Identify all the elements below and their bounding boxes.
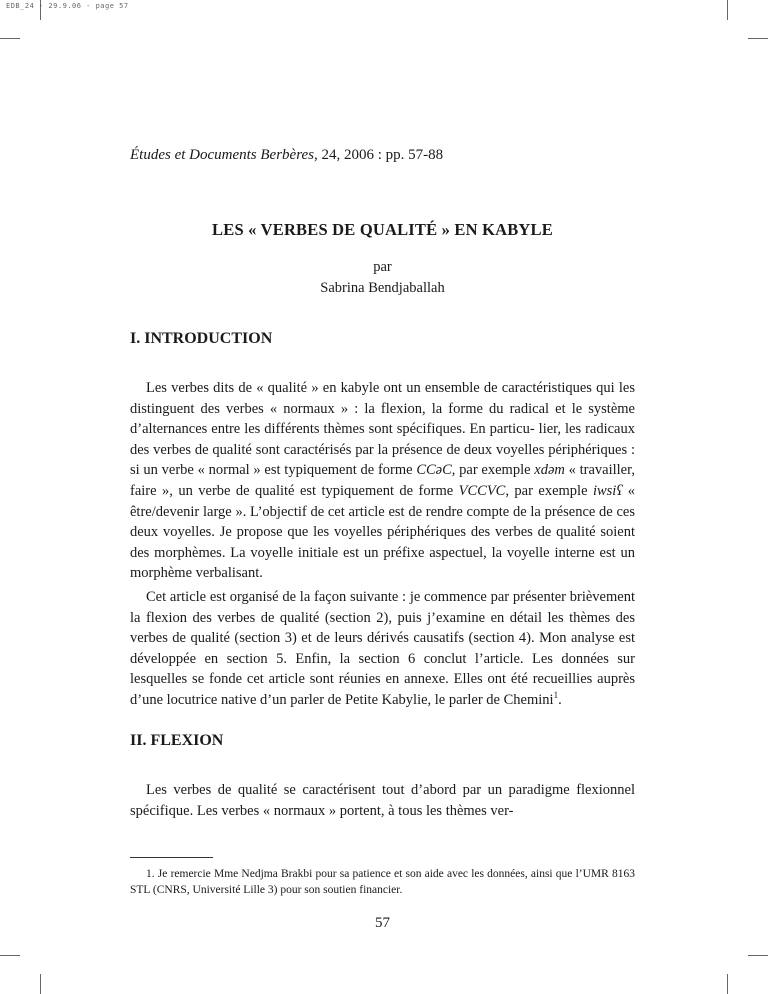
- journal-details: , 24, 2006 : pp. 57-88: [313, 147, 444, 163]
- article-title: LES « VERBES DE QUALITÉ » EN KABYLE: [212, 220, 553, 239]
- author-name: Sabrina Bendjaballah: [320, 280, 445, 296]
- crop-mark: [748, 38, 768, 39]
- crop-mark: [748, 955, 768, 956]
- form-example: CCəC: [416, 462, 452, 479]
- footnote-ref[interactable]: 1: [553, 690, 559, 701]
- flexion-text: [130, 780, 635, 821]
- crop-mark: [727, 0, 728, 20]
- verb-example: iwsiʕ: [592, 482, 623, 499]
- introduction-text: [130, 378, 635, 711]
- verb-example: xdəm: [534, 462, 565, 479]
- print-slug: EDB_24 - 29.9.06 - page 57: [6, 2, 129, 10]
- section-heading-flexion: II. FLEXION: [130, 732, 224, 749]
- text-run: Les verbes dits de « qualité » en kabyle ont un ensemble de caractéristiques qui les distinguent des verbes « normaux » : la flexion, la forme du radical et le système d’alternances entre les différents thèmes sont spécifiques. En particu- lier, les radicaux des verbes de qualité sont caractérisés par la présence de deux voyelles périphériques : si un verbe « normal » est typiquement de forme: [130, 380, 635, 479]
- section-heading-introduction: I. INTRODUCTION: [130, 330, 273, 347]
- crop-mark: [0, 955, 20, 956]
- form-example: VCCVC: [458, 482, 506, 499]
- text-run: Cet article est organisé de la façon suivante : je commence par présenter brièvement la flexion des verbes de qualité (section 2), puis j’examine en détail les thèmes des verbes de qualité (section 3) et de leurs dérivés causatifs (section 4). Mon analyse est développée en section 5. Enfin, la section 6 conclut l’article. Les données sur lesquelles se fonde cet article sont réunies en annexe. Elles ont été recueillies auprès d’une locutrice native d’un parler de Petite Kabylie, le parler de Chemini: [130, 588, 635, 708]
- text-run: .: [558, 691, 562, 708]
- journal-reference: [130, 147, 443, 164]
- footnote-rule: [130, 857, 213, 858]
- text-run: « être/devenir large ». L’objectif de cet article est de rendre compte de la présence de ces deux voyelles. Je propose que les voyelles périphériques des verbes de qualité soient des morphèmes. La voyelle initiale est un préfixe aspectuel, la voyelle interne est un morphème verbalisant.: [130, 482, 635, 582]
- crop-mark: [0, 38, 20, 39]
- text-run: , par exemple: [505, 482, 593, 499]
- byline: par: [373, 259, 392, 275]
- journal-title: Études et Documents Berbères: [130, 147, 314, 163]
- paragraph: [130, 587, 635, 711]
- crop-mark: [727, 974, 728, 994]
- footnote-text: 1. Je remercie Mme Nedjma Brakbi pour sa patience et son aide avec les données, ainsi que l’UMR 8163 STL (CNRS, Université Lille 3) pour son soutien financier.: [130, 868, 635, 896]
- page-number: 57: [375, 915, 390, 931]
- paragraph: [130, 378, 635, 584]
- text-run: « travailler, faire », un verbe de qualité est typiquement de forme: [130, 462, 635, 499]
- footnote: [130, 866, 635, 898]
- crop-mark: [40, 974, 41, 994]
- paragraph: Les verbes de qualité se caractérisent tout d’abord par un paradigme flexionnel spécifique. Les verbes « normaux » portent, à tous les thèmes ver-: [130, 782, 635, 819]
- text-run: , par exemple: [451, 462, 535, 479]
